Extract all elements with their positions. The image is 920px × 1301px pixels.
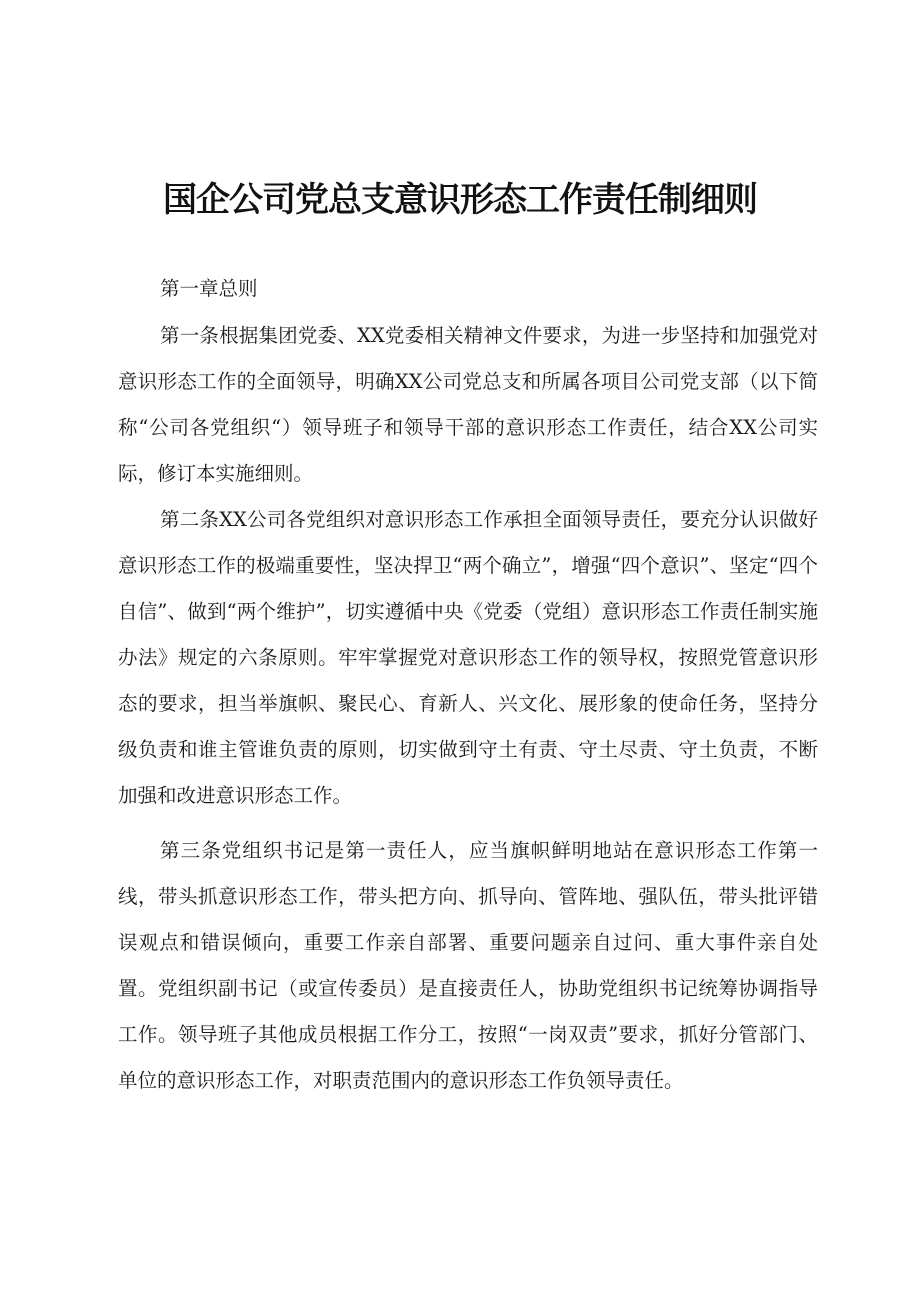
chapter-heading: 第一章总则 [160, 277, 258, 300]
document-title: 国企公司党总支意识形态工作责任制细则 [163, 180, 757, 220]
article-3-paragraph: 第三条党组织书记是第一责任人，应当旗帜鲜明地站在意识形态工作第一线，带头抓意识形态工作，带头把方向、抓导向、管阵地、强队伍，带头批评错误观点和错误倾向，重要工作亲自部署、重要问题亲自过问、重大事件亲自处置。党组织副书记（或宣传委员）是直接责任人，协助党组织书记统筹协调指导工作。领导班子其他成员根据工作分工，按照“一岗双责”要求，抓好分管部门、单位的意识形态工作，对职责范围内的意识形态工作负领导责任。 [118, 839, 818, 1092]
article-1-paragraph: 第一条根据集团党委、XX党委相关精神文件要求，为进一步坚持和加强党对意识形态工作的全面领导，明确XX公司党总支和所属各项目公司党支部（以下简称“公司各党组织“）领导班子和领导干部的意识形态工作责任，结合XX公司实际，修订本实施细则。 [118, 324, 818, 485]
article-2-paragraph: 第二条XX公司各党组织对意识形态工作承担全面领导责任，要充分认识做好意识形态工作的极端重要性，坚决捍卫“两个确立”，增强“四个意识”、坚定“四个自信”、做到“两个维护”，切实遵循中央《党委（党组）意识形态工作责任制实施办法》规定的六条原则。牢牢掌握党对意识形态工作的领导权，按照党管意识形态的要求，担当举旗帜、聚民心、育新人、兴文化、展形象的使命任务，坚持分级负责和谁主管谁负责的原则，切实做到守土有责、守土尽责、守土负责，不断加强和改进意识形态工作。 [118, 508, 818, 807]
